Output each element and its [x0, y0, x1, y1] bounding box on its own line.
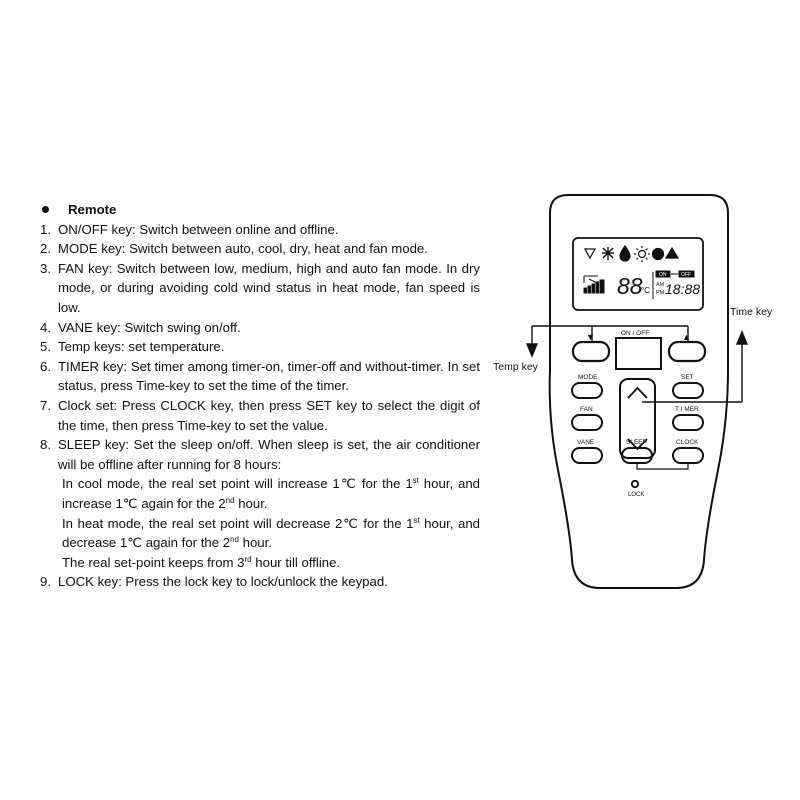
- vane-label: VANE: [577, 439, 595, 446]
- temp-up-button[interactable]: [669, 342, 705, 361]
- lcd-pm-label: PM: [656, 290, 665, 296]
- list-item: 4. VANE key: Switch swing on/off.: [40, 319, 241, 335]
- lock-button[interactable]: [632, 481, 638, 487]
- sleep-mode-icon: [666, 248, 678, 258]
- temp-down-label: ▼: [586, 332, 595, 342]
- onoff-label: ON / OFF: [621, 330, 650, 337]
- fan-button[interactable]: [572, 415, 602, 430]
- time-key-button[interactable]: [620, 379, 655, 458]
- timer-label: T I MER: [675, 406, 699, 413]
- dry-mode-icon: [620, 246, 630, 261]
- temp-down-button[interactable]: [573, 342, 609, 361]
- list-item: 3. FAN key: Switch between low, medium, high and auto fan mode. In dry mode, or during avoiding cold wind status in heat mode, fan speed is low.: [40, 260, 480, 315]
- lcd-unit: °C: [641, 286, 650, 295]
- vane-button[interactable]: [572, 448, 602, 463]
- set-button[interactable]: [673, 383, 703, 398]
- time-up-icon: [628, 388, 647, 398]
- heat-mode-icon: [634, 246, 650, 262]
- set-label: SET: [681, 374, 694, 381]
- sleep-button[interactable]: [622, 448, 652, 463]
- cool-mode-icon: [602, 247, 614, 260]
- fan-label: FAN: [580, 406, 593, 413]
- list-item: 1. ON/OFF key: Switch between online and offline.: [40, 221, 339, 237]
- temp-key-callout-line: [527, 326, 688, 356]
- lock-label: LOCK: [628, 492, 645, 498]
- mode-icons: [585, 246, 678, 262]
- lcd-temperature: 88: [617, 273, 643, 299]
- list-item: 8. SLEEP key: Set the sleep on/off. When sleep is set, the air conditioner will be offline after running for 8 hours:: [40, 437, 480, 472]
- timer-button[interactable]: [673, 415, 703, 430]
- sleep-note-keep: The real set-point keeps from 3rd hour till offline.: [62, 554, 341, 570]
- auto-mode-icon: [585, 249, 595, 258]
- list-item: 6. TIMER key: Set timer among timer-on, timer-off and without-timer. In set status, press Time-key to set the time of the timer.: [40, 358, 480, 394]
- lcd-am-label: AM: [656, 282, 665, 288]
- list-item: 5. Temp keys: set temperature.: [40, 339, 225, 355]
- list-item: 2. MODE key: Switch between auto, cool, dry, heat and fan mode.: [40, 241, 428, 257]
- clock-label: CLOCK: [676, 439, 699, 446]
- lcd-on-label: ON: [659, 272, 667, 278]
- list-item: 7. Clock set: Press CLOCK key, then press SET key to select the digit of the time, then press Time-key to set the value.: [40, 397, 480, 433]
- list-item: 9. LOCK key: Press the lock key to lock/unlock the keypad.: [40, 574, 388, 590]
- onoff-button[interactable]: [616, 338, 661, 369]
- lcd-fan-indicator: [584, 276, 604, 293]
- mode-button[interactable]: [572, 383, 602, 398]
- mode-label: MODE: [578, 374, 598, 381]
- sleep-note-cool: In cool mode, the real set point will increase 1℃ for the 1st hour, and increase 1℃ again for the 2nd hour.: [62, 476, 480, 511]
- time-key-callout: Time key: [730, 306, 773, 318]
- sleep-note-heat: In heat mode, the real set point will decrease 2℃ for the 1st hour, and decrease 1℃ again for the 2nd hour.: [62, 515, 480, 551]
- fan-mode-icon: [653, 249, 664, 260]
- lcd-off-label: OFF: [681, 272, 691, 278]
- temp-up-label: ▲: [682, 332, 691, 342]
- lcd-clock: 18:88: [665, 281, 701, 297]
- temp-key-callout: Temp key: [493, 361, 538, 373]
- heading-text: Remote: [68, 202, 117, 217]
- sleep-label: SLEEP: [626, 439, 647, 446]
- clock-button[interactable]: [673, 448, 703, 463]
